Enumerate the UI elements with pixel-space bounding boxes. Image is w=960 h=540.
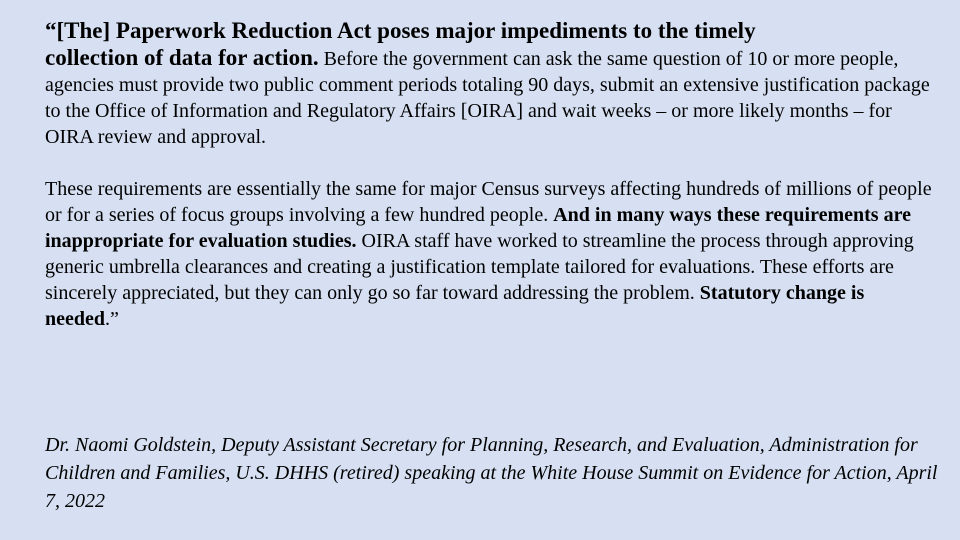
quote-block	[45, 18, 935, 332]
quote-paragraph-2-text-a: These requirements are essentially the same for major Census surveys affecting hundreds of millions of people or for a series of focus groups involving a few hundred people.	[45, 178, 932, 226]
quote-paragraph-2-text-e: .”	[105, 308, 119, 330]
quote-bold-lead-line1: “[The] Paperwork Reduction Act poses major impediments to the timely	[45, 18, 756, 43]
quote-paragraph-2-text-c: OIRA staff have worked to streamline the process through approving generic umbrella clearances and creating a justification template tailored for evaluations. These efforts are sincerely appreciated, but they can only go so far toward addressing the problem.	[45, 230, 914, 304]
quote-paragraph-1-text: Before the government can ask the same question of 10 or more people, agencies must provide two public comment periods totaling 90 days, submit an extensive justification package to the Office of Information and Regulatory Affairs [OIRA] and wait weeks – or more likely months – for OIRA review and approval.	[45, 48, 930, 148]
quote-paragraph-2-bold-b: And in many ways these requirements are inappropriate for evaluation studies.	[45, 204, 911, 252]
attribution: Dr. Naomi Goldstein, Deputy Assistant Secretary for Planning, Research, and Evaluation, Administration for Children and Families, U.S. DHHS (retired) speaking at the White House Summit on Evidence for Action, April 7, 2022	[45, 434, 938, 512]
quote-paragraph-2	[45, 176, 935, 332]
quote-bold-lead-line2: collection of data for action.	[45, 45, 319, 70]
quote-paragraph-2-bold-d: Statutory change is needed	[45, 282, 865, 330]
quote-paragraph-1	[45, 18, 935, 150]
